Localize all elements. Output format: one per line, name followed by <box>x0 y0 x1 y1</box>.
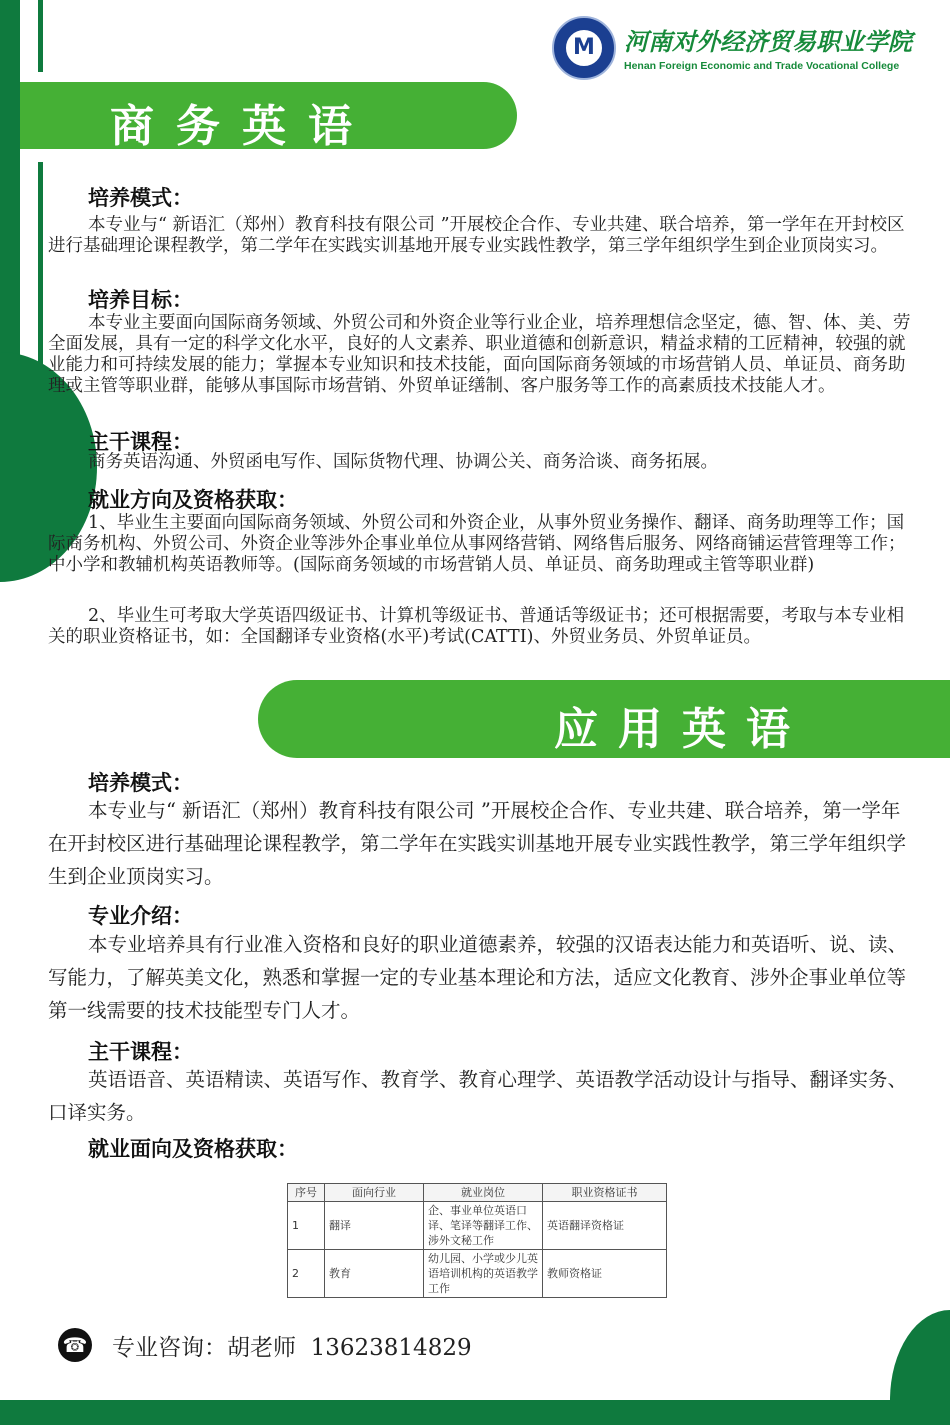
employment-table <box>287 1183 667 1298</box>
paragraph: 2、毕业生可考取大学英语四级证书、计算机等级证书、普通话等级证书；还可根据需要，考取与本专业相关的职业资格证书，如：全国翻译专业资格(水平)考试(CATTI)、外贸业务员、外贸单证员。 <box>48 606 905 647</box>
section-heading: 培养模式： <box>88 186 193 210</box>
section-title: 商务英语 <box>110 101 374 152</box>
table-cell: 企、事业单位英语口译、笔译等翻译工作、涉外文秘工作 <box>424 1202 543 1250</box>
paragraph: 英语语音、英语精读、英语写作、教育学、教育心理学、英语教学活动设计与指导、翻译实务、口译实务。 <box>48 1068 908 1124</box>
college-name-cn: 河南对外经济贸易职业学院 <box>624 27 912 56</box>
section-heading: 就业面向及资格获取： <box>88 1137 298 1161</box>
table-row <box>288 1202 667 1250</box>
college-logo <box>552 14 922 84</box>
table-row <box>288 1250 667 1298</box>
table-cell: 翻译 <box>325 1202 424 1250</box>
paragraph: 本专业主要面向国际商务领域、外贸公司和外资企业等行业企业，培养理想信念坚定，德、智、体、美、劳全面发展，具有一定的科学文化水平，良好的人文素养、职业道德和创新意识，精益求精的工匠精神，较强的就业能力和可持续发展的能力；掌握本专业知识和技术技能，面向国际商务领域的市场营销人员、单证员、商务助理或主管等职业群，能够从事国际市场营销、外贸单证缮制、客户服务等工作的高素质技术技能人才。 <box>48 313 911 396</box>
section-heading: 培养模式： <box>88 771 193 795</box>
table-cell: 1 <box>288 1202 325 1250</box>
table-header-row <box>288 1184 667 1202</box>
paragraph: 1、毕业生主要面向国际商务领域、外贸公司和外资企业，从事外贸业务操作、翻译、商务助理等工作；国际商务机构、外贸公司、外资企业等涉外企事业单位从事网络营销、网络售后服务、网络商铺运营管理等工作；中小学和教辅机构英语教师等。(国际商务领域的市场营销人员、单证员、商务助理或主管等职业群) <box>48 513 906 575</box>
phone-icon: ☎ <box>58 1328 92 1362</box>
column-header: 面向行业 <box>325 1184 424 1202</box>
section-title: 应用英语 <box>554 704 810 755</box>
section-heading: 培养目标： <box>88 288 193 312</box>
section-heading: 主干课程： <box>88 430 193 454</box>
column-header: 序号 <box>288 1184 325 1202</box>
applied-english-banner <box>258 680 950 758</box>
paragraph: 商务英语沟通、外贸函电写作、国际货物代理、协调公关、商务洽谈、商务拓展。 <box>88 452 718 472</box>
paragraph: 本专业与“ 新语汇（郑州）教育科技有限公司 ”开展校企合作、专业共建、联合培养，第一学年在开封校区进行基础理论课程教学，第二学年在实践实训基地开展专业实践性教学，第三学年组织学生到企业顶岗实习。 <box>48 799 907 888</box>
paragraph: 本专业与“ 新语汇（郑州）教育科技有限公司 ”开展校企合作、专业共建、联合培养，第一学年在开封校区进行基础理论课程教学，第二学年在实践实训基地开展专业实践性教学，第三学年组织学生到企业顶岗实习。 <box>48 215 905 256</box>
section-heading: 就业方向及资格获取： <box>88 488 298 512</box>
table-cell: 教师资格证 <box>543 1250 667 1298</box>
table-cell: 教育 <box>325 1250 424 1298</box>
vertical-rule <box>38 0 43 72</box>
section-heading: 专业介绍： <box>88 904 193 928</box>
column-header: 职业资格证书 <box>543 1184 667 1202</box>
table-cell: 英语翻译资格证 <box>543 1202 667 1250</box>
table-cell: 2 <box>288 1250 325 1298</box>
table-cell: 幼儿园、小学或少儿英语培训机构的英语教学工作 <box>424 1250 543 1298</box>
contact-text: 专业咨询：胡老师 13623814829 <box>112 1334 472 1361</box>
decorative-circle <box>890 1310 950 1400</box>
business-english-banner <box>20 82 517 152</box>
paragraph: 本专业培养具有行业准入资格和良好的职业道德素养，较强的汉语表达能力和英语听、说、读、写能力，了解英美文化，熟悉和掌握一定的专业基本理论和方法，适应文化教育、涉外企事业单位等第一线需要的技术技能型专门人才。 <box>48 933 908 1022</box>
bottom-green-bar <box>0 1400 950 1425</box>
college-name-en: Henan Foreign Economic and Trade Vocational College <box>624 60 900 72</box>
section-heading: 主干课程： <box>88 1040 193 1064</box>
college-seal-icon: M <box>552 16 616 80</box>
contact-info <box>58 1328 472 1362</box>
column-header: 就业岗位 <box>424 1184 543 1202</box>
